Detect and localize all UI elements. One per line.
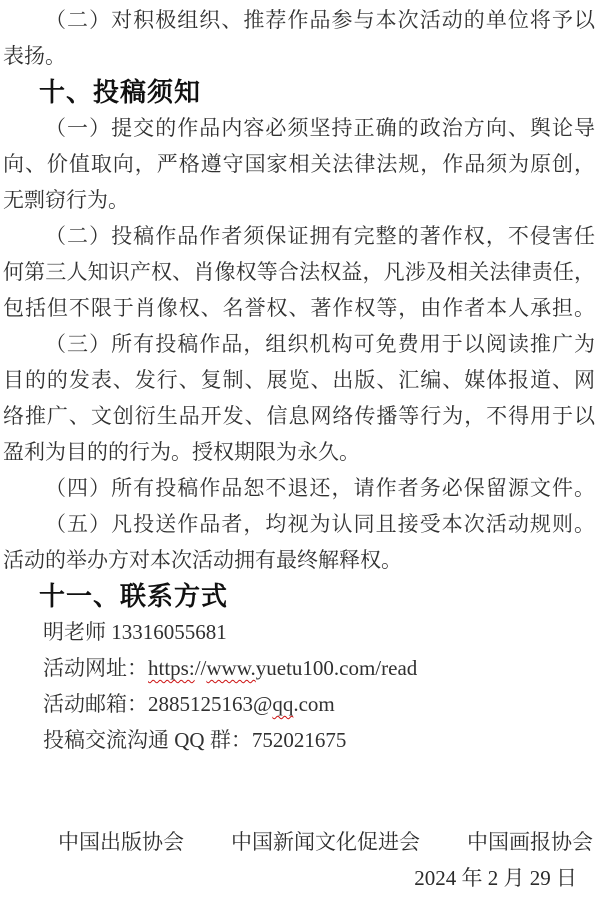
contact-phone: 明老师 13316055681 bbox=[43, 620, 227, 644]
paragraph-line: （二）投稿作品作者须保证拥有完整的著作权，不侵害任 bbox=[45, 224, 595, 248]
organization-name: 中国新闻文化促进会 bbox=[231, 830, 420, 854]
signature-organizations bbox=[3, 824, 595, 860]
website-label: 活动网址： bbox=[43, 656, 148, 680]
paragraph-line: 向、价值取向，严格遵守国家相关法律法规，作品须为原创， bbox=[3, 152, 595, 176]
paragraph-line: 目的的发表、发行、复制、展览、出版、汇编、媒体报道、网 bbox=[3, 368, 595, 392]
website-url-path: yuetu100.com/read bbox=[255, 656, 418, 680]
paragraph-line: （五）凡投送作品者，均视为认同且接受本次活动规则。 bbox=[45, 512, 595, 536]
signature-date: 2024 年 2 月 29 日 bbox=[414, 866, 577, 890]
paragraph-line: 活动的举办方对本次活动拥有最终解释权。 bbox=[3, 548, 402, 572]
footer-spacer bbox=[3, 758, 595, 824]
paragraph-line: 盈利为目的的行为。授权期限为永久。 bbox=[3, 440, 360, 464]
organization-name: 中国画报协会 bbox=[467, 830, 593, 854]
paragraph-line: 无剽窃行为。 bbox=[3, 188, 129, 212]
paragraph-line: 络推广、文创衍生品开发、信息网络传播等行为，不得用于以 bbox=[3, 404, 595, 428]
paragraph-line: （三）所有投稿作品，组织机构可免费用于以阅读推广为 bbox=[45, 332, 595, 356]
paragraph-line: （四）所有投稿作品恕不退还，请作者务必保留源文件。 bbox=[45, 476, 595, 500]
paragraph-line: （一）提交的作品内容必须坚持正确的政治方向、舆论导 bbox=[45, 116, 595, 140]
paragraph-line: 包括但不限于肖像权、名誉权、著作权等，由作者本人承担。 bbox=[3, 296, 595, 320]
website-url-scheme: https: bbox=[148, 656, 195, 680]
heading-section-11: 十一、联系方式 bbox=[39, 581, 229, 611]
email-label: 活动邮箱： bbox=[43, 692, 148, 716]
contact-email bbox=[3, 686, 595, 722]
website-url-www: www. bbox=[206, 656, 256, 680]
contact-website bbox=[3, 650, 595, 686]
heading-section-10: 十、投稿须知 bbox=[39, 77, 202, 107]
contact-qq-group: 投稿交流沟通 QQ 群：752021675 bbox=[43, 728, 347, 752]
email-tld: .com bbox=[293, 692, 335, 716]
paragraph-line: （二）对积极组织、推荐作品参与本次活动的单位将予以 bbox=[45, 8, 595, 32]
organization-name: 中国出版协会 bbox=[58, 830, 184, 854]
email-user: 2885125163@ bbox=[148, 692, 273, 716]
email-domain: qq bbox=[272, 692, 294, 716]
website-url-slashes: // bbox=[194, 656, 207, 680]
paragraph-line: 表扬。 bbox=[3, 44, 66, 68]
paragraph-line: 何第三人知识产权、肖像权等合法权益，凡涉及相关法律责任， bbox=[3, 260, 595, 284]
